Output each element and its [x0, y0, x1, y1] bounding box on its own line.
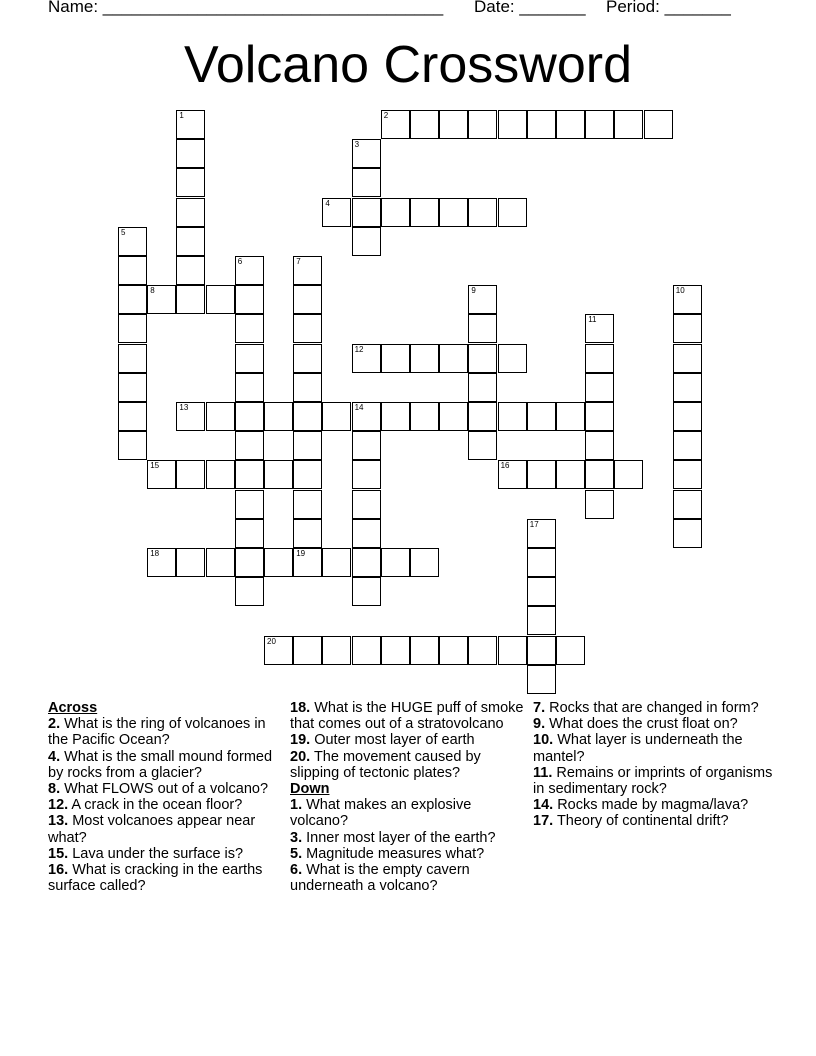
- clue-number: 16: [500, 461, 510, 471]
- crossword-cell[interactable]: [556, 402, 585, 431]
- clue-item-text: Inner most layer of the earth?: [302, 829, 496, 846]
- crossword-cell[interactable]: [498, 110, 527, 139]
- clue-item-number: 13.: [48, 813, 69, 830]
- crossword-cell[interactable]: [352, 636, 381, 665]
- crossword-cell[interactable]: [614, 460, 643, 489]
- clue-number: 10: [675, 286, 685, 296]
- crossword-cell[interactable]: [439, 344, 468, 373]
- crossword-cell[interactable]: [147, 460, 176, 489]
- clue-item-number: 7.: [533, 700, 546, 716]
- clue-item-text: What does the crust float on?: [545, 716, 738, 733]
- crossword-cell[interactable]: [410, 636, 439, 665]
- clue-item-text: Theory of continental drift?: [553, 813, 729, 830]
- crossword-cell[interactable]: [147, 285, 176, 314]
- crossword-cell[interactable]: [468, 373, 497, 402]
- crossword-cell[interactable]: [673, 519, 702, 548]
- clue-number: 9: [471, 286, 476, 296]
- crossword-cell[interactable]: [381, 636, 410, 665]
- clue-item: [48, 716, 288, 748]
- crossword-cell[interactable]: [498, 198, 527, 227]
- clue-item-number: 14.: [533, 797, 554, 814]
- clue-item-number: 17.: [533, 813, 554, 830]
- crossword-cell[interactable]: [352, 344, 381, 373]
- crossword-cell[interactable]: [352, 460, 381, 489]
- crossword-cell[interactable]: [206, 402, 235, 431]
- crossword-cell[interactable]: [118, 227, 147, 256]
- clue-heading: Down: [290, 781, 330, 798]
- clue-item-text: What layer is underneath the mantel?: [533, 732, 743, 765]
- crossword-cell[interactable]: [206, 285, 235, 314]
- clue-item-text: What is the HUGE puff of smoke that comes out of a stratovolcano: [290, 700, 524, 733]
- crossword-cell[interactable]: [293, 373, 322, 402]
- clue-item: [48, 781, 288, 797]
- crossword-cell[interactable]: [176, 139, 205, 168]
- crossword-cell[interactable]: [293, 256, 322, 285]
- clue-number: 6: [237, 257, 243, 266]
- clue-item-text: The movement caused by slipping of tectonic plates?: [290, 748, 481, 781]
- crossword-cell[interactable]: [527, 606, 556, 635]
- crossword-cell[interactable]: [293, 460, 322, 489]
- clue-item: [290, 797, 530, 829]
- crossword-cell[interactable]: [322, 402, 351, 431]
- clue-column-3: [533, 700, 773, 830]
- crossword-cell[interactable]: [176, 285, 205, 314]
- clue-number: 8: [150, 286, 155, 296]
- crossword-cell[interactable]: [498, 344, 527, 373]
- crossword-cell[interactable]: [235, 548, 264, 577]
- crossword-cell[interactable]: [498, 460, 527, 489]
- clue-item-number: 10.: [533, 732, 554, 749]
- clue-item-number: 9.: [533, 716, 546, 733]
- clue-number: 3: [354, 140, 360, 150]
- crossword-cell[interactable]: [352, 577, 381, 606]
- page-title: Volcano Crossword: [184, 36, 632, 94]
- crossword-cell[interactable]: [468, 285, 497, 314]
- crossword-cell[interactable]: [176, 256, 205, 285]
- crossword-cell[interactable]: [381, 402, 410, 431]
- clue-item: [290, 862, 530, 894]
- crossword-cell[interactable]: [410, 110, 439, 139]
- crossword-cell[interactable]: [235, 402, 264, 431]
- crossword-cell[interactable]: [293, 285, 322, 314]
- clue-item-number: 19.: [290, 732, 311, 749]
- crossword-cell[interactable]: [381, 344, 410, 373]
- crossword-cell[interactable]: [293, 519, 322, 548]
- crossword-cell[interactable]: [585, 460, 614, 489]
- clue-item-number: 12.: [48, 797, 69, 814]
- crossword-cell[interactable]: [527, 460, 556, 489]
- crossword-cell[interactable]: [673, 402, 702, 431]
- crossword-cell[interactable]: [673, 460, 702, 489]
- crossword-cell[interactable]: [585, 373, 614, 402]
- crossword-cell[interactable]: [410, 548, 439, 577]
- crossword-cell[interactable]: [235, 460, 264, 489]
- crossword-cell[interactable]: [352, 548, 381, 577]
- crossword-cell[interactable]: [527, 548, 556, 577]
- clue-item-number: 3.: [290, 829, 303, 846]
- crossword-cell[interactable]: [352, 227, 381, 256]
- clue-item-text: Most volcanoes appear near what?: [48, 813, 256, 846]
- crossword-cell[interactable]: [235, 314, 264, 343]
- crossword-cell[interactable]: [235, 431, 264, 460]
- crossword-cell[interactable]: [468, 344, 497, 373]
- crossword-cell[interactable]: [527, 665, 556, 694]
- crossword-cell[interactable]: [498, 402, 527, 431]
- clue-number: 20: [267, 636, 276, 646]
- crossword-cell[interactable]: [468, 431, 497, 460]
- crossword-cell[interactable]: [264, 548, 293, 577]
- clue-item: [533, 716, 773, 732]
- crossword-cell[interactable]: [527, 636, 556, 665]
- crossword-cell[interactable]: [439, 636, 468, 665]
- crossword-cell[interactable]: [585, 431, 614, 460]
- clue-item-text: Rocks that are changed in form?: [545, 700, 759, 716]
- crossword-cell[interactable]: [468, 198, 497, 227]
- clue-item-number: 6.: [290, 862, 303, 879]
- crossword-cell[interactable]: [118, 285, 147, 314]
- clue-item-text: A crack in the ocean floor?: [68, 797, 243, 814]
- clue-column-1: [48, 700, 288, 894]
- crossword-cell[interactable]: [293, 314, 322, 343]
- clue-item-text: What FLOWS out of a volcano?: [60, 781, 269, 798]
- crossword-cell[interactable]: [176, 402, 205, 431]
- crossword-cell[interactable]: [235, 490, 264, 519]
- crossword-cell[interactable]: [176, 548, 205, 577]
- crossword-cell[interactable]: [439, 110, 468, 139]
- clue-item-number: 2.: [48, 716, 61, 733]
- clue-item: [533, 700, 773, 716]
- crossword-cell[interactable]: [264, 402, 293, 431]
- crossword-cell[interactable]: [352, 198, 381, 227]
- clue-item-number: 18.: [290, 700, 311, 716]
- crossword-cell[interactable]: [176, 168, 205, 197]
- clue-item: [48, 862, 288, 894]
- clue-item-number: 15.: [48, 845, 69, 862]
- crossword-cell[interactable]: [235, 256, 264, 285]
- crossword-cell[interactable]: [614, 110, 643, 139]
- period-field-label[interactable]: Period: _______: [606, 0, 731, 16]
- clue-item: [533, 765, 773, 797]
- clue-number: 2: [383, 111, 389, 120]
- crossword-cell[interactable]: [468, 110, 497, 139]
- crossword-cell[interactable]: [381, 198, 410, 227]
- crossword-cell[interactable]: [439, 402, 468, 431]
- crossword-cell[interactable]: [352, 402, 381, 431]
- crossword-cell[interactable]: [352, 490, 381, 519]
- crossword-cell[interactable]: [118, 314, 147, 343]
- clue-item-text: What is cracking in the earths surface called?: [48, 862, 263, 895]
- clue-item: [48, 813, 288, 845]
- clue-item: [290, 846, 530, 862]
- crossword-cell[interactable]: [585, 490, 614, 519]
- clue-number: 7: [296, 257, 301, 266]
- crossword-cell[interactable]: [176, 110, 205, 139]
- crossword-cell[interactable]: [118, 256, 147, 285]
- crossword-cell[interactable]: [673, 431, 702, 460]
- clue-item-text: What makes an explosive volcano?: [290, 797, 472, 830]
- crossword-cell[interactable]: [673, 285, 702, 314]
- clue-item-text: What is the small mound formed by rocks from a glacier?: [48, 748, 273, 781]
- crossword-cell[interactable]: [673, 344, 702, 373]
- clue-item: [533, 732, 773, 764]
- clue-item-text: Remains or imprints of organisms in sedimentary rock?: [533, 764, 773, 798]
- crossword-cell[interactable]: [176, 227, 205, 256]
- clue-item-text: What is the ring of volcanoes in the Pacific Ocean?: [48, 716, 266, 749]
- crossword-cell[interactable]: [293, 402, 322, 431]
- clue-item-number: 20.: [290, 748, 311, 765]
- crossword-cell[interactable]: [673, 314, 702, 343]
- crossword-cell[interactable]: [644, 110, 673, 139]
- crossword-cell[interactable]: [556, 460, 585, 489]
- crossword-cell[interactable]: [527, 402, 556, 431]
- clue-item-number: 11.: [533, 764, 553, 781]
- clue-item-number: 5.: [290, 845, 303, 862]
- clue-number: 18: [150, 549, 160, 558]
- clue-item: [533, 813, 773, 829]
- crossword-cell[interactable]: [585, 110, 614, 139]
- crossword-cell[interactable]: [293, 344, 322, 373]
- crossword-cell[interactable]: [264, 460, 293, 489]
- crossword-cell[interactable]: [118, 431, 147, 460]
- clue-item-number: 1.: [290, 797, 303, 814]
- clue-item: [48, 797, 288, 813]
- crossword-cell[interactable]: [147, 548, 176, 577]
- crossword-cell[interactable]: [410, 402, 439, 431]
- crossword-cell[interactable]: [673, 490, 702, 519]
- crossword-cell[interactable]: [556, 636, 585, 665]
- crossword-cell[interactable]: [206, 460, 235, 489]
- clue-number: 14: [354, 403, 364, 412]
- clue-item-number: 8.: [48, 781, 61, 798]
- clue-item-number: 4.: [48, 748, 61, 765]
- crossword-cell[interactable]: [527, 519, 556, 548]
- crossword-cell[interactable]: [468, 636, 497, 665]
- clue-number: 15: [150, 461, 160, 471]
- clue-item-text: Rocks made by magma/lava?: [553, 797, 749, 814]
- crossword-cell[interactable]: [235, 519, 264, 548]
- crossword-cell[interactable]: [352, 139, 381, 168]
- crossword-cell[interactable]: [352, 519, 381, 548]
- clue-item-text: Lava under the surface is?: [68, 845, 244, 862]
- crossword-cell[interactable]: [322, 198, 351, 227]
- crossword-cell[interactable]: [585, 402, 614, 431]
- clue-number: 13: [179, 403, 189, 412]
- crossword-cell[interactable]: [468, 402, 497, 431]
- clue-item-number: 16.: [48, 862, 69, 879]
- crossword-cell[interactable]: [439, 198, 468, 227]
- crossword-cell[interactable]: [293, 636, 322, 665]
- crossword-cell[interactable]: [176, 460, 205, 489]
- crossword-cell[interactable]: [352, 431, 381, 460]
- clue-number: 5: [121, 227, 126, 237]
- crossword-cell[interactable]: [527, 110, 556, 139]
- crossword-cell[interactable]: [352, 168, 381, 197]
- clue-item: [48, 846, 288, 862]
- crossword-cell[interactable]: [498, 636, 527, 665]
- clue-item: [290, 830, 530, 846]
- clue-number: 11: [588, 315, 597, 325]
- crossword-cell[interactable]: [527, 577, 556, 606]
- crossword-cell[interactable]: [585, 344, 614, 373]
- crossword-cell[interactable]: [293, 490, 322, 519]
- crossword-cell[interactable]: [293, 431, 322, 460]
- crossword-cell[interactable]: [322, 636, 351, 665]
- crossword-cell[interactable]: [206, 548, 235, 577]
- clue-item-text: What is the empty cavern underneath a volcano?: [290, 862, 470, 895]
- crossword-cell[interactable]: [410, 344, 439, 373]
- crossword-cell[interactable]: [468, 314, 497, 343]
- clue-number: 4: [325, 198, 330, 208]
- clue-column-2: [290, 700, 530, 894]
- crossword-cell[interactable]: [293, 548, 322, 577]
- crossword-cell[interactable]: [235, 373, 264, 402]
- clue-item-text: Outer most layer of earth: [310, 732, 475, 749]
- clue-item: [290, 749, 530, 781]
- clue-number: 12: [354, 344, 364, 354]
- clue-number: 19: [296, 549, 306, 558]
- clue-item: [48, 749, 288, 781]
- clue-number: 1: [179, 111, 184, 120]
- crossword-cell[interactable]: [118, 402, 147, 431]
- clue-item: [533, 797, 773, 813]
- crossword-cell[interactable]: [235, 285, 264, 314]
- crossword-cell[interactable]: [235, 577, 264, 606]
- crossword-cell[interactable]: [264, 636, 293, 665]
- crossword-cell[interactable]: [585, 314, 614, 343]
- crossword-cell[interactable]: [381, 110, 410, 139]
- crossword-cell[interactable]: [410, 198, 439, 227]
- clue-item-text: Magnitude measures what?: [302, 845, 485, 862]
- crossword-cell[interactable]: [556, 110, 585, 139]
- crossword-cell[interactable]: [235, 344, 264, 373]
- clue-item: [290, 700, 530, 732]
- crossword-cell[interactable]: [381, 548, 410, 577]
- crossword-cell[interactable]: [322, 548, 351, 577]
- date-field-label[interactable]: Date: _______: [474, 0, 586, 16]
- name-field-label[interactable]: Name: ____________________________________: [48, 0, 444, 16]
- crossword-cell[interactable]: [118, 344, 147, 373]
- crossword-cell[interactable]: [176, 198, 205, 227]
- crossword-cell[interactable]: [118, 373, 147, 402]
- crossword-cell[interactable]: [673, 373, 702, 402]
- clue-number: 17: [529, 519, 539, 529]
- clue-item: [290, 732, 530, 748]
- clue-heading: Across: [48, 700, 98, 716]
